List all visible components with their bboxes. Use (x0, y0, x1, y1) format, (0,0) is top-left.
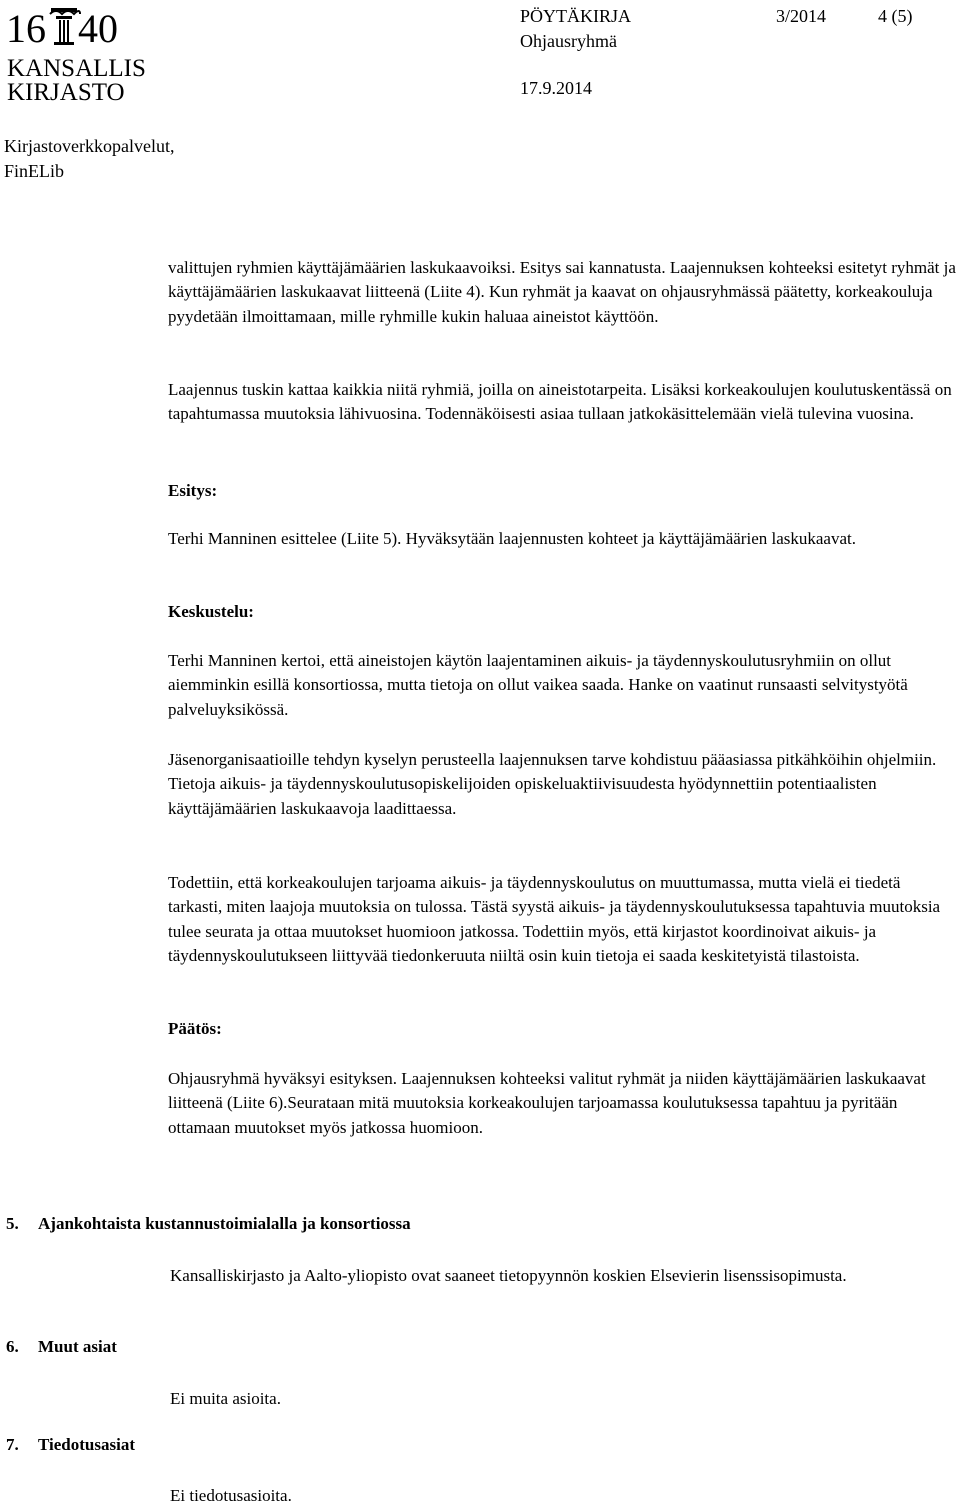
document-date: 17.9.2014 (520, 78, 592, 98)
section-title: Tiedotusasiat (38, 1435, 135, 1454)
paatos-text (168, 1067, 958, 1140)
paragraph-continuation (168, 256, 958, 329)
keskustelu-paragraph-3 (168, 871, 958, 968)
section-7-body: Ei tiedotusasioita. (170, 1486, 292, 1505)
section-6-body: Ei muita asioita. (170, 1389, 281, 1408)
unit-line1: Kirjastoverkkopalvelut, (4, 136, 175, 156)
keskustelu-heading: Keskustelu: (168, 602, 254, 621)
keskustelu-paragraph-1 (168, 649, 958, 722)
paragraph-text: Ohjausryhmä hyväksyi esityksen. Laajennuksen kohteeksi valitut ryhmät ja niiden käyttäjämäärien laskukaavat liitteenä (Liite 6).Seurataan mitä muutoksia korkeakoulujen tarjoamassa koulutuksessa tapahtuu ja pyritään ottamaan muutokset myös jatkossa huomioon. (168, 1069, 926, 1137)
logo-name-line1: KANSALLIS (7, 55, 146, 82)
paragraph-text: Terhi Manninen kertoi, että aineistojen käytön laajentaminen aikuis- ja täydennyskoulutusryhmiin on ollut aiemminkin esillä konsortiossa, mutta tietoja on ollut vaikea saada. Hanke on vaatinut runsaasti selvitystyötä palveluyksikössä. (168, 651, 908, 719)
logo-year-left: 16 (6, 6, 46, 51)
section-5-body: Kansalliskirjasto ja Aalto-yliopisto ovat saaneet tietopyynnön koskien Elsevierin lisenssisopimusta. (170, 1266, 847, 1285)
column-icon (50, 8, 80, 45)
page-number: 4 (5) (878, 6, 913, 26)
logo-name-line2: KIRJASTO (7, 79, 125, 106)
keskustelu-paragraph-2 (168, 748, 958, 821)
doc-number: 3/2014 (776, 6, 827, 26)
section-5-heading (6, 1214, 411, 1234)
logo-graphic (6, 4, 146, 106)
section-number: 6. (6, 1337, 19, 1356)
paragraph-text: Jäsenorganisaatioille tehdyn kyselyn perusteella laajennuksen tarve kohdistuu pääasiassa pitkähköihin ohjelmiin. Tietoja aikuis- ja täydennyskoulutusopiskelijoiden opiskeluaktiivisuudesta hyödynnettiin potentiaalisten käyttäjämäärien laskukaavoja laadittaessa. (168, 750, 937, 818)
section-number: 7. (6, 1435, 19, 1454)
kansalliskirjasto-logo (6, 4, 146, 106)
paragraph-text: Terhi Manninen esittelee (Liite 5). Hyväksytään laajennusten kohteet ja käyttäjämäärien laskukaavat. (168, 529, 856, 548)
paatos-heading: Päätös: (168, 1019, 222, 1038)
section-title: Muut asiat (38, 1337, 117, 1356)
paragraph-laajennus (168, 378, 958, 427)
section-7-heading (6, 1435, 135, 1455)
paragraph-text: valittujen ryhmien käyttäjämäärien laskukaavoiksi. Esitys sai kannatusta. Laajennuksen kohteeksi esitetyt ryhmät ja käyttäjämäärien laskukaavat liitteenä (Liite 4). Kun ryhmät ja kaavat on ohjausryhmässä päätetty, korkeakouluja pyydetään ilmoittamaan, mille ryhmille kukin haluaa aineistot käyttöön. (168, 258, 956, 326)
paragraph-text: Todettiin, että korkeakoulujen tarjoama aikuis- ja täydennyskoulutus on muuttumassa, mutta vielä ei tiedetä tarkasti, miten laajoja muutoksia on tulossa. Tästä syystä aikuis- ja täydennyskoulutuksessa tapahtuvia muutoksia tulee seurata ja ottaa muutokset huomioon jatkossa. Todettiin myös, että kirjastot koordinoivat aikuis- ja täydennyskoulutukseen liittyvää tiedonkeruuta niiltä osin kuin tietoja ei saada keskitetyistä tilastoista. (168, 873, 941, 965)
section-title: Ajankohtaista kustannustoimialalla ja konsortiossa (38, 1214, 411, 1233)
group-name: Ohjausryhmä (520, 31, 617, 51)
doc-type: PÖYTÄKIRJA (520, 6, 632, 26)
esitys-heading: Esitys: (168, 481, 218, 500)
logo-year-right: 40 (78, 6, 118, 51)
unit-line2: FinELib (4, 161, 65, 181)
esitys-text (168, 527, 958, 551)
section-number: 5. (6, 1214, 19, 1233)
paragraph-text: Laajennus tuskin kattaa kaikkia niitä ryhmiä, joilla on aineistotarpeita. Lisäksi korkeakoulujen koulutuskentässä on tapahtumassa muutoksia lähivuosina. Todennäköisesti asiaa tullaan jatkokäsittelemään vielä tulevina vuosina. (168, 380, 952, 424)
section-6-heading (6, 1337, 117, 1357)
